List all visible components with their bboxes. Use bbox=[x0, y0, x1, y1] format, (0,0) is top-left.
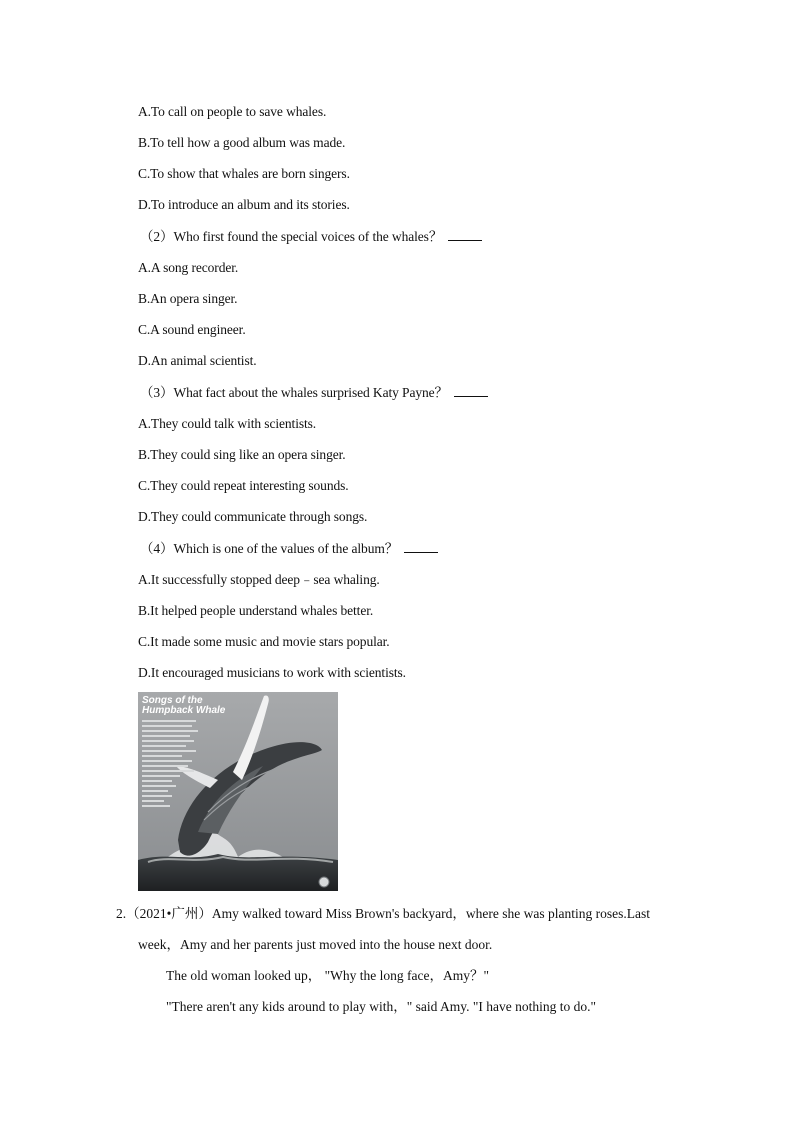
q2-option-b: B.An opera singer. bbox=[138, 291, 238, 306]
passage2-line3: The old woman looked up， "Why the long face，Amy？" bbox=[166, 968, 489, 983]
q1-option-b: B.To tell how a good album was made. bbox=[138, 135, 346, 150]
album-title-line1: Songs of the bbox=[142, 695, 203, 706]
q1-option-a: A.To call on people to save whales. bbox=[138, 104, 327, 119]
q4-answer-blank[interactable] bbox=[404, 540, 438, 553]
q2-answer-blank[interactable] bbox=[448, 228, 482, 241]
q3-stem-text: （3）What fact about the whales surprised Katy Payne？ bbox=[140, 385, 448, 400]
question-number: 2. bbox=[116, 906, 127, 921]
q2-stem bbox=[140, 228, 482, 246]
question-source: （2021•广州） bbox=[126, 906, 212, 921]
album-liner-notes-graphic bbox=[142, 720, 198, 810]
q1-option-c: C.To show that whales are born singers. bbox=[138, 166, 350, 181]
album-title bbox=[142, 696, 225, 716]
q4-stem bbox=[140, 540, 438, 558]
q3-stem bbox=[140, 384, 488, 402]
album-title-line2: Humpback Whale bbox=[142, 705, 226, 716]
q4-option-c: C.It made some music and movie stars popular. bbox=[138, 634, 390, 649]
q3-option-a: A.They could talk with scientists. bbox=[138, 416, 317, 431]
q4-option-a: A.It successfully stopped deep﹣sea whaling. bbox=[138, 572, 380, 587]
passage2-first-line bbox=[116, 905, 650, 923]
q2-option-d: D.An animal scientist. bbox=[138, 353, 257, 368]
q2-stem-text: （2）Who first found the special voices of the whales？ bbox=[140, 229, 443, 244]
q3-answer-blank[interactable] bbox=[454, 384, 488, 397]
q1-option-d: D.To introduce an album and its stories. bbox=[138, 197, 350, 212]
q4-option-d: D.It encouraged musicians to work with scientists. bbox=[138, 665, 406, 680]
passage2-line2: week，Amy and her parents just moved into the house next door. bbox=[138, 937, 493, 952]
q4-stem-text: （4）Which is one of the values of the album？ bbox=[140, 541, 399, 556]
passage2-line4: "There aren't any kids around to play with，" said Amy. "I have nothing to do." bbox=[166, 999, 597, 1014]
q2-option-c: C.A sound engineer. bbox=[138, 322, 246, 337]
q4-option-b: B.It helped people understand whales better. bbox=[138, 603, 374, 618]
q2-option-a: A.A song recorder. bbox=[138, 260, 239, 275]
album-cover-image bbox=[138, 692, 338, 891]
passage2-line1: Amy walked toward Miss Brown's backyard，where she was planting roses.Last bbox=[211, 906, 650, 921]
q3-option-b: B.They could sing like an opera singer. bbox=[138, 447, 346, 462]
q3-option-c: C.They could repeat interesting sounds. bbox=[138, 478, 349, 493]
q3-option-d: D.They could communicate through songs. bbox=[138, 509, 368, 524]
